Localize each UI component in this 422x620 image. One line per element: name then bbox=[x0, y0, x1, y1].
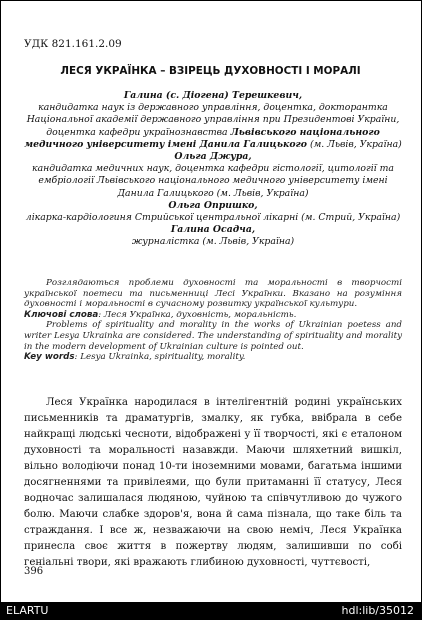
keywords-ua-label: Ключові слова bbox=[24, 309, 99, 320]
abstract-en: Problems of spirituality and morality in the works of Ukrainian poetess and writer Lesya Ukrainka are considered. The understanding of spirituality and morality in the modern development of Ukrainian culture is pointed out. bbox=[24, 320, 402, 352]
keywords-en-label: Key words bbox=[24, 352, 75, 363]
author-desc: кандидатка наук із державного управління, доцентка, докторантка Національної академії державного управління при Президентові України, доцентка кафедри українознавства bbox=[26, 102, 400, 138]
footer-handle: hdl:lib/35012 bbox=[341, 604, 414, 617]
author-name: Галина Осадча, bbox=[170, 224, 256, 236]
footer-bar bbox=[0, 602, 422, 620]
author-city: (м. Львів, Україна) bbox=[309, 138, 402, 150]
body-paragraph: Леся Українка народилася в інтелігентній родині українських письменників та драматургів, змалку, як губка, ввібрала в себе найкращі людські чесноти, відображені у її творчості, які є еталоном духовності та моральності назавжди. Маючи шляхетний вишкіл, вільно володіючи понад 10-ти іноземними мовами, багатьма іншими досягненнями та привілеями, що були притаманні її статусу, Леся водночас залишалася людяною, чуйною та співчутливою до чужого болю. Маючи слабке здоров'я, вона й сама пізнала, що таке біль та страждання. І все ж, незважаючи на свою неміч, Леся Українка принесла своє життя в пожертву людям, залишивши по собі геніальні твори, які вражають глибиною духовності, чуттєвості, bbox=[24, 397, 402, 568]
author-3 bbox=[24, 200, 402, 224]
keywords-en-text: : Lesya Ukrainka, spirituality, morality. bbox=[74, 352, 246, 363]
page-number: 396 bbox=[24, 566, 44, 577]
udc-code: УДК 821.161.2.09 bbox=[24, 38, 122, 50]
author-1 bbox=[24, 90, 402, 151]
keywords-ua-text: : Леся Українка, духовність, моральність. bbox=[98, 309, 297, 320]
keywords-ua bbox=[24, 310, 402, 321]
author-4 bbox=[24, 224, 402, 248]
author-desc: кандидатка медичних наук, доцентка кафедри гістології, цитології та ембріології Львівського національного медичного університету імені Данила Галицького (м. Львів, Україна) bbox=[32, 163, 394, 199]
document-page bbox=[9, 10, 412, 599]
abstract-ua: Розглядаються проблеми духовності та моральності в творчості української поетеси та письменниці Лесі Українки. Вказано на розуміння духовності і моральності в сучасному розвитку української культури. bbox=[24, 278, 402, 310]
abstract-block bbox=[24, 278, 402, 363]
keywords-en bbox=[24, 352, 402, 363]
article-title: ЛЕСЯ УКРАЇНКА – ВЗІРЕЦЬ ДУХОВНОСТІ І МОРАЛІ bbox=[60, 65, 361, 77]
footer-left-label: ELARTU bbox=[6, 604, 49, 617]
author-institution: Львівського національного медичного університету імені Данила Галицького bbox=[24, 126, 380, 150]
author-desc: журналістка (м. Львів, Україна) bbox=[131, 236, 295, 248]
author-desc: лікарка-кардіологиня Стрийської центральної лікарні (м. Стрий, Україна) bbox=[25, 212, 401, 224]
authors-block bbox=[24, 90, 402, 249]
author-name: Ольга Опришко, bbox=[168, 199, 258, 211]
author-2 bbox=[24, 151, 402, 200]
author-name: Галина (с. Діогена) Терешкевич, bbox=[123, 90, 303, 101]
author-name: Ольга Джура, bbox=[174, 151, 252, 163]
body-text bbox=[24, 395, 402, 571]
